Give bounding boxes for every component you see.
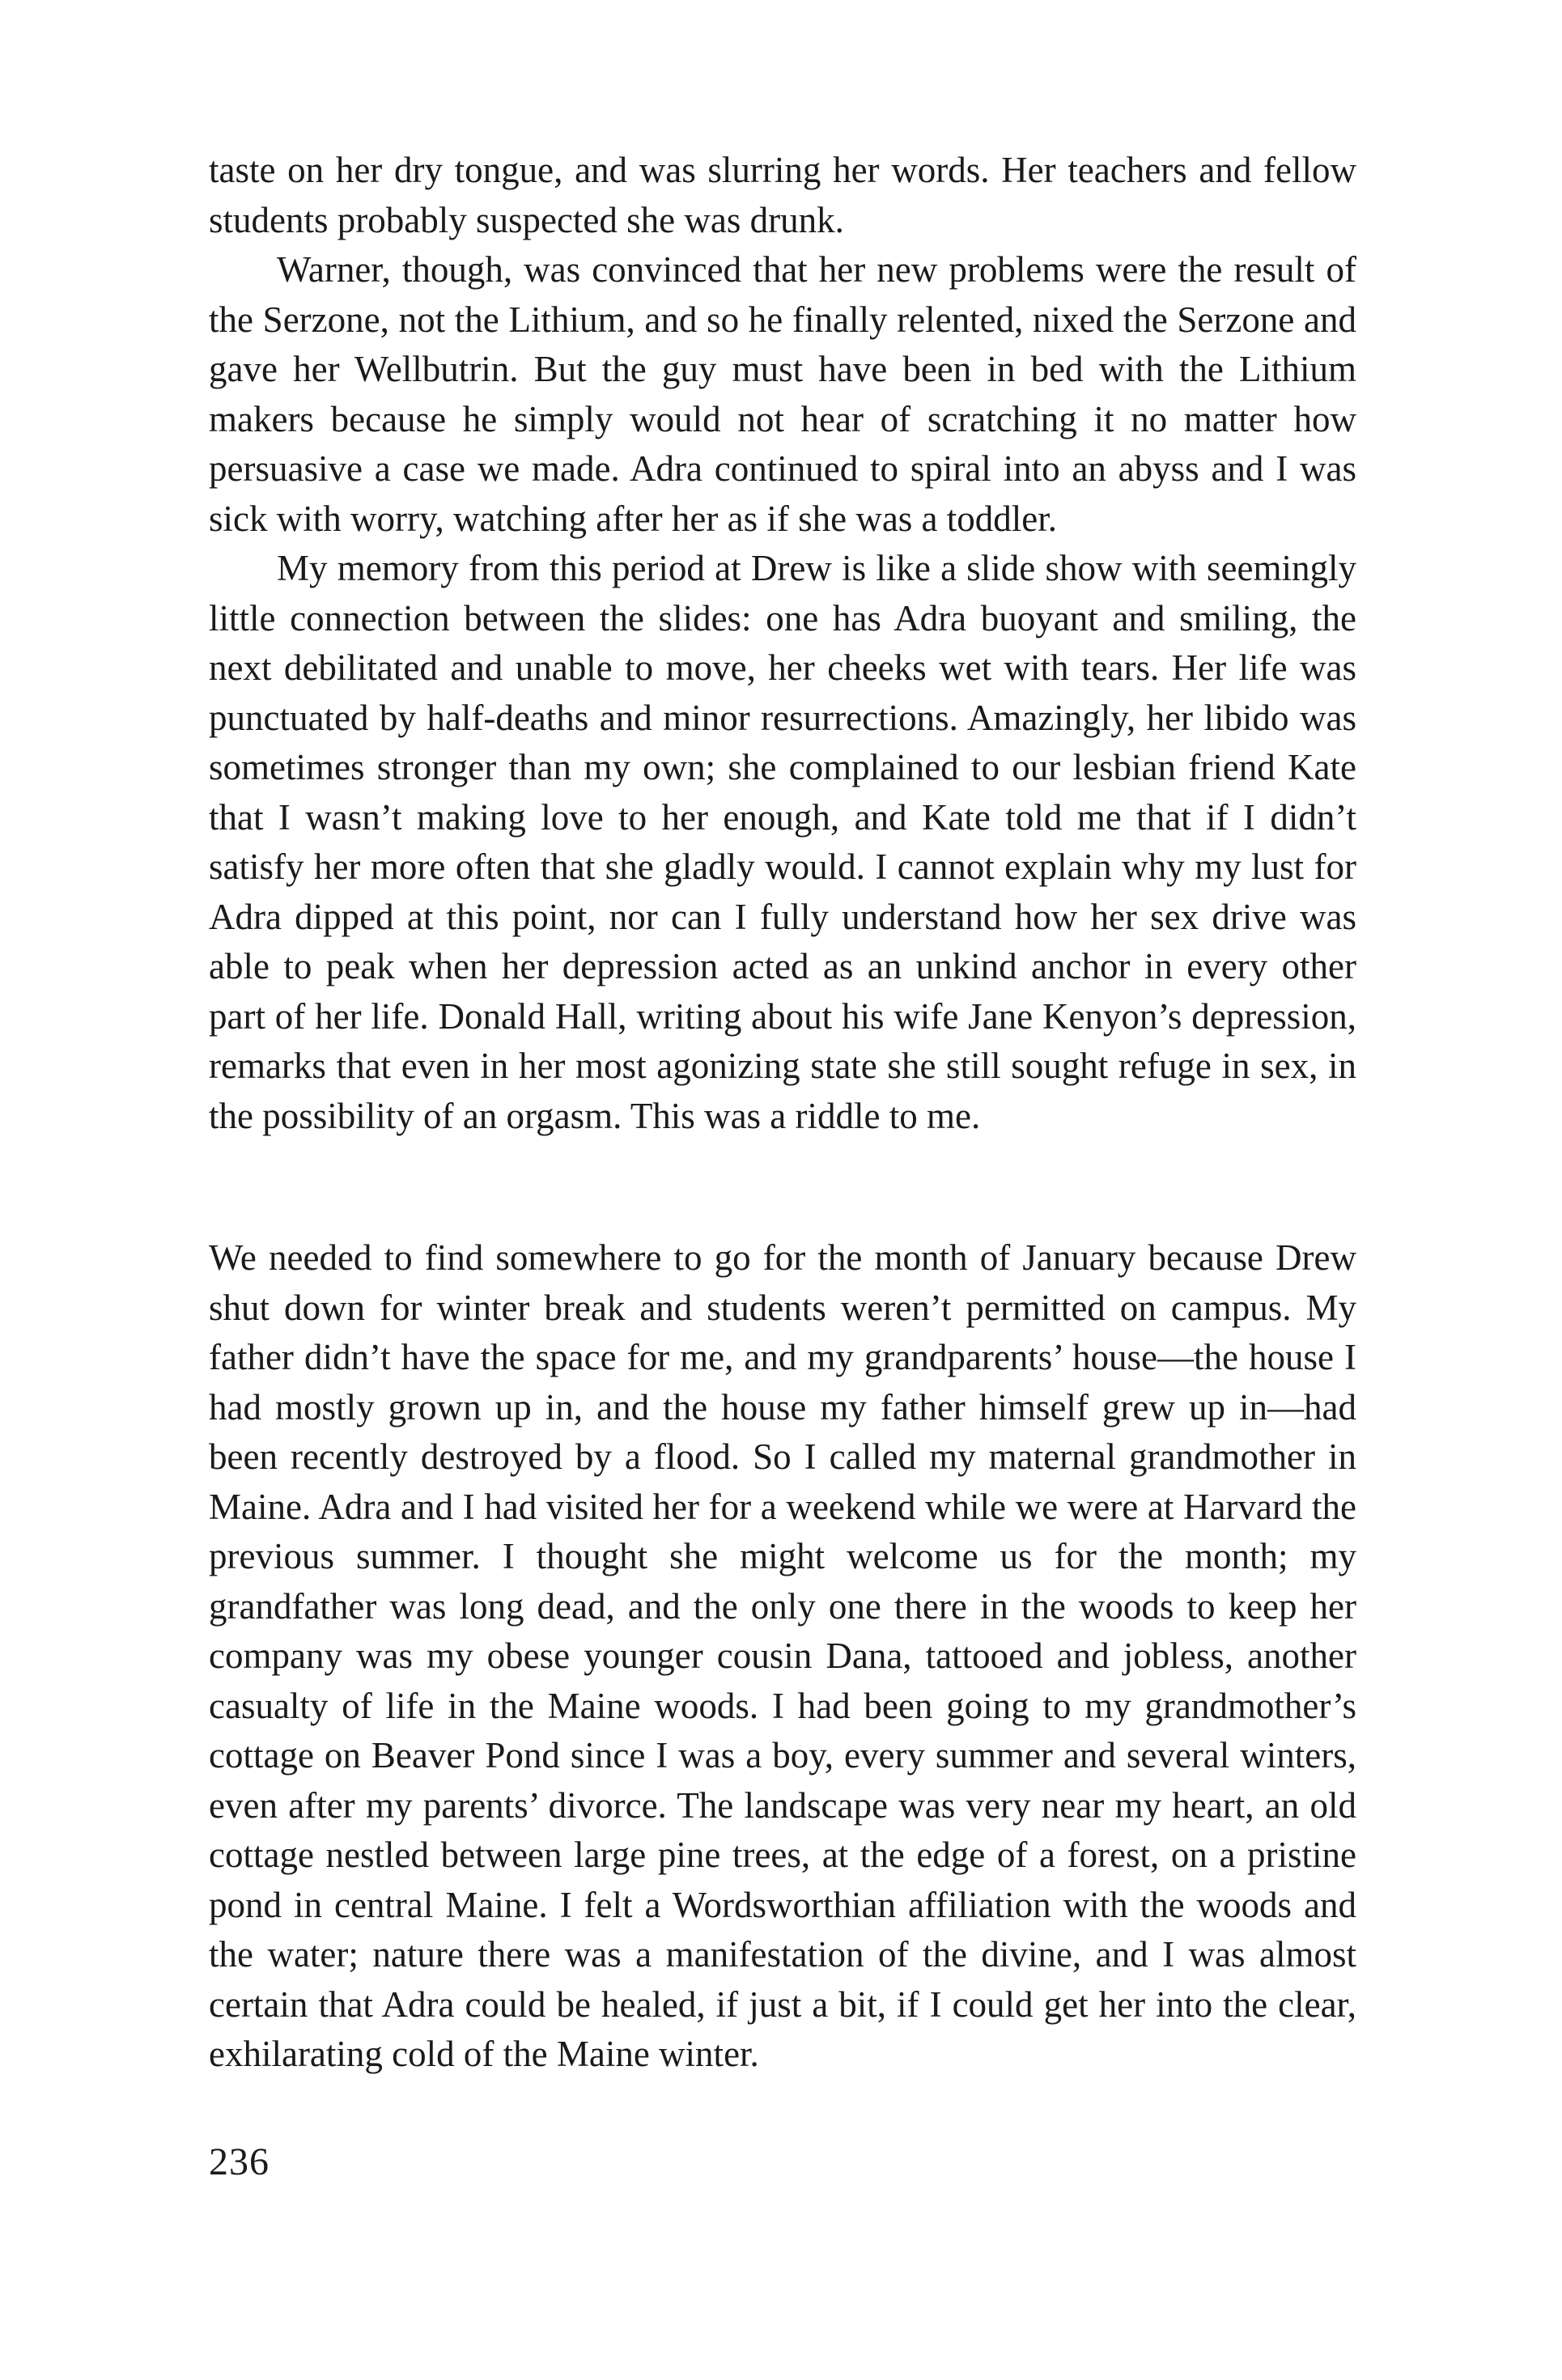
- paragraph-warner: Warner, though, was convinced that her new problems were the result of the Serzone, not the Lithium, and so he finally relented, nixed the Serzone and gave her Wellbutrin. But the guy must have been in bed with the Lithium makers because he simply would not hear of scratching it no matter how persuasive a case we made. Adra continued to spiral into an abyss and I was sick with worry, watching after her as if she was a toddler.: [209, 249, 1356, 539]
- page-number: 236: [209, 2140, 270, 2183]
- paragraph-memory: My memory from this period at Drew is like a slide show with seemingly little connection between the slides: one has Adra buoyant and smiling, the next debilitated and unable to move, her cheeks wet with tears. Her life was punctuated by half-deaths and minor resurrections. Amazingly, her libido was sometimes stronger than my own; she complained to our lesbian friend Kate that I wasn’t making love to her enough, and Kate told me that if I didn’t satisfy her more often that she gladly would. I cannot explain why my lust for Adra dipped at this point, nor can I fully understand how her sex drive was able to peak when her depression acted as an unkind anchor in every other part of her life. Donald Hall, writing about his wife Jane Kenyon’s depression, remarks that even in her most agonizing state she still sought refuge in sex, in the possibility of an orgasm. This was a riddle to me.: [209, 548, 1356, 1136]
- paragraph-january: We needed to find somewhere to go for the month of January because Drew shut down for winter break and students weren’t permitted on campus. My father didn’t have the space for me, and my grandparents’ house—the house I had mostly grown up in, and the house my father himself grew up in—had been recently destroyed by a flood. So I called my maternal grandmother in Maine. Adra and I had visited her for a weekend while we were at Harvard the previous summer. I thought she might welcome us for the month; my grandfather was long dead, and the only one there in the woods to keep her company was my obese younger cousin Dana, tattooed and jobless, another casualty of life in the Maine woods. I had been going to my grandmother’s cottage on Beaver Pond since I was a boy, every summer and several winters, even after my parents’ divorce. The landscape was very near my heart, an old cottage nestled between large pine trees, at the edge of a forest, on a pristine pond in central Maine. I felt a Wordsworthian affiliation with the woods and the water; nature there was a manifestation of the divine, and I was almost certain that Adra could be healed, if just a bit, if I could get her into the clear, exhilarating cold of the Maine winter.: [209, 1237, 1356, 2074]
- text-section-1: [209, 146, 1356, 1141]
- text-section-2: [209, 1233, 1356, 2080]
- paragraph-continued: taste on her dry tongue, and was slurring her words. Her teachers and fellow students probably suspected she was drunk.: [209, 150, 1356, 240]
